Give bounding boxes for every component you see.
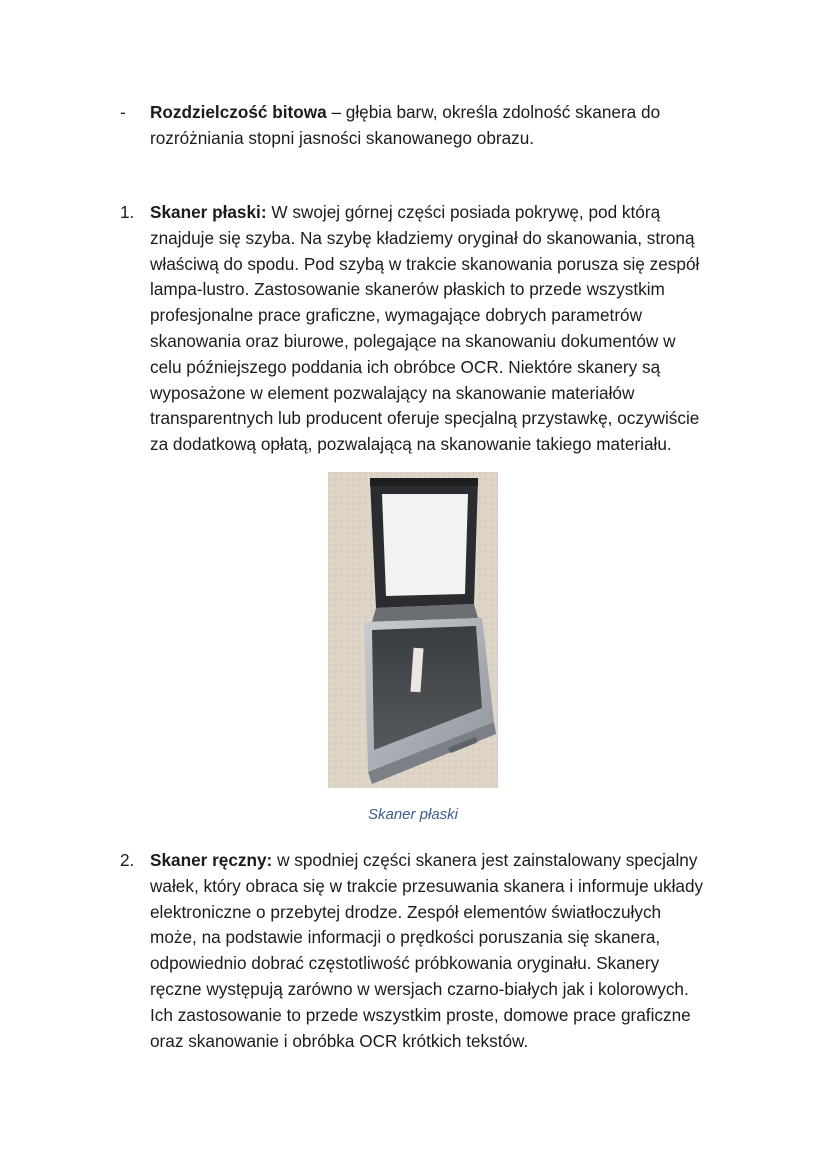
flatbed-line: celu późniejszego poddania ich obróbce OCR. Niektóre skanery są	[150, 356, 661, 377]
handheld-line: wałek, który obraca się w trakcie przesuwania skanera i informuje układy	[150, 875, 704, 896]
handheld-line: w spodniej części skanera jest zainstalowany specjalny	[272, 850, 698, 870]
handheld-line: może, na podstawie informacji o prędkości poruszania się skanera,	[150, 927, 661, 948]
bitdepth-line: rozróżniania stopni jasności skanowanego obrazu.	[150, 127, 535, 148]
bitdepth-bullet	[120, 100, 730, 152]
flatbed-line: profesjonalne prace graficzne, wymagające dobrych parametrów	[150, 305, 643, 326]
flatbed-scanner-item	[120, 200, 730, 458]
handheld-line: oraz skanowanie i obróbka OCR krótkich tekstów.	[150, 1030, 529, 1051]
flatbed-term: Skaner płaski:	[150, 202, 267, 222]
list-number: 2.	[120, 850, 135, 870]
handheld-line: ręczne występują zarówno w wersjach czarno-białych jak i kolorowych.	[150, 978, 689, 999]
flatbed-line: transparentnych lub producent oferuje specjalną przystawkę, oczywiście	[150, 408, 700, 429]
flatbed-line: W swojej górnej części posiada pokrywę, pod którą	[266, 202, 661, 222]
flatbed-line: za dodatkową opłatą, pozwalającą na skanowanie takiego materiału.	[150, 434, 672, 455]
flatbed-line: lampa-lustro. Zastosowanie skanerów płaskich to przede wszystkim	[150, 279, 665, 300]
figure-caption: Skaner płaski	[367, 806, 459, 823]
flatbed-line: właściwą do spodu. Pod szybą w trakcie skanowania porusza się zespół	[150, 253, 700, 274]
handheld-line: elektroniczne o przebytej drodze. Zespół elementów światłoczułych	[150, 901, 662, 922]
list-number: 1.	[120, 202, 135, 222]
bitdepth-term: Rozdzielczość bitowa	[150, 102, 327, 122]
bitdepth-line: – głębia barw, określa zdolność skanera do	[326, 102, 661, 122]
flatbed-scanner-photo	[328, 472, 498, 788]
flatbed-line: wyposażone w element pozwalający na skanowanie materiałów	[150, 382, 635, 403]
flatbed-line: skanowania oraz biurowe, polegające na skanowaniu dokumentów w	[150, 330, 676, 351]
handheld-term: Skaner ręczny:	[150, 850, 273, 870]
bullet-marker: -	[120, 102, 126, 122]
handheld-line: Ich zastosowanie to przede wszystkim proste, domowe prace graficzne	[150, 1004, 691, 1025]
handheld-line: odpowiednio dobrać częstotliwość próbkowania oryginału. Skanery	[150, 953, 660, 974]
flatbed-line: znajduje się szyba. Na szybę kładziemy oryginał do skanowania, stroną	[150, 227, 695, 248]
handheld-scanner-item	[120, 848, 730, 1054]
